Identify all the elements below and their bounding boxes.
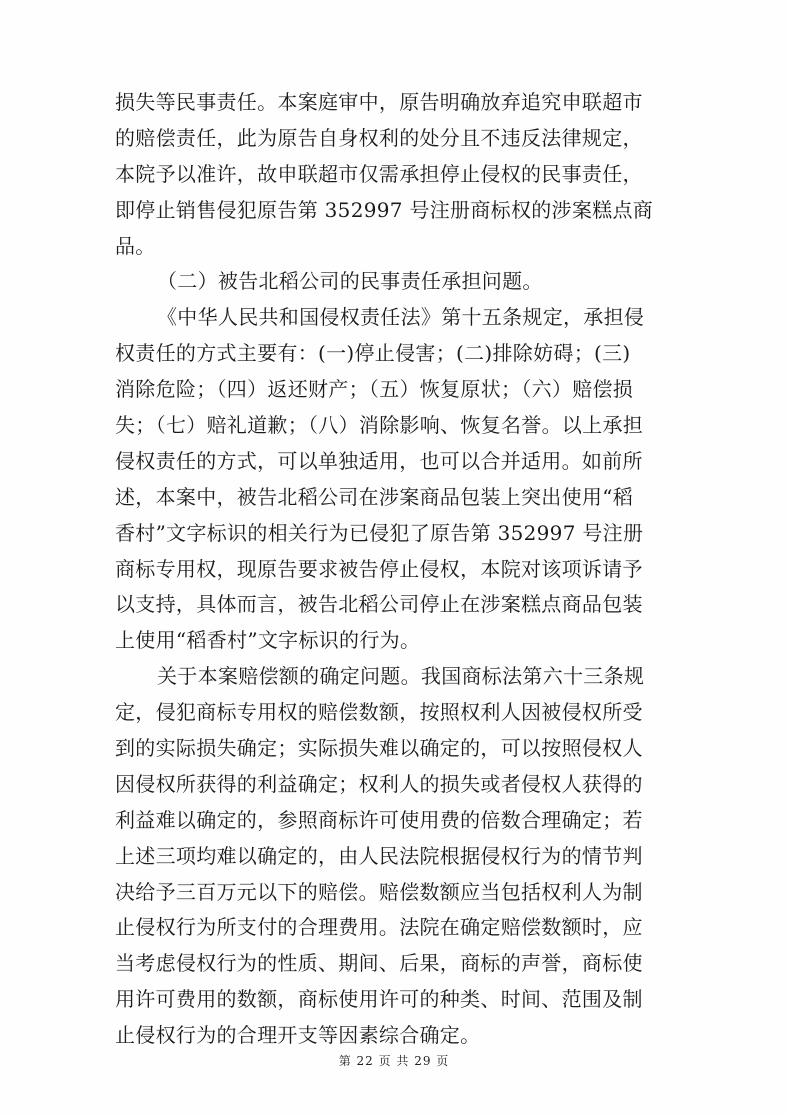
text-line: 到的实际损失确定；实际损失难以确定的，可以按照侵权人 bbox=[115, 736, 643, 761]
text-line: 本院予以准许，故申联超市仅需承担停止侵权的民事责任， bbox=[115, 161, 643, 186]
page-number: 第 22 页 共 29 页 bbox=[338, 1054, 450, 1068]
text-line: 述，本案中，被告北稻公司在涉案商品包装上突出使用“稻 bbox=[115, 484, 634, 509]
text-line: 损失等民事责任。本案庭审中，原告明确放弃追究申联超市 bbox=[115, 90, 643, 114]
text-line: 因侵权所获得的利益确定；权利人的损失或者侵权人获得的 bbox=[115, 771, 643, 796]
text-line: 定，侵犯商标专用权的赔偿数额，按照权利人因被侵权所受 bbox=[115, 700, 643, 725]
text-line: 当考虑侵权行为的性质、期间、后果，商标的声誉，商标使 bbox=[115, 951, 643, 976]
text-line: 止侵权行为的合理开支等因素综合确定。 bbox=[115, 1023, 481, 1048]
text-line: 上使用“稻香村”文字标识的行为。 bbox=[115, 628, 421, 653]
text-line: 上述三项均难以确定的，由人民法院根据侵权行为的情节判 bbox=[115, 843, 643, 868]
text-line: 香村”文字标识的相关行为已侵犯了原告第 352997 号注册 bbox=[115, 520, 644, 545]
section-heading: （二）被告北稻公司的民事责任承担问题。 bbox=[157, 269, 543, 294]
text-line: 决给予三百万元以下的赔偿。赔偿数额应当包括权利人为制 bbox=[115, 879, 643, 904]
text-line: 消除危险；（四）返还财产；（五）恢复原状；（六）赔偿损 bbox=[115, 377, 634, 402]
text-line: 利益难以确定的，参照商标许可使用费的倍数合理确定；若 bbox=[115, 807, 643, 832]
text-line: 商标专用权，现原告要求被告停止侵权，本院对该项诉请予 bbox=[115, 556, 643, 581]
paragraph-start-line: 《中华人民共和国侵权责任法》第十五条规定，承担侵 bbox=[157, 305, 645, 330]
text-line: 权责任的方式主要有：(一)停止侵害；(二)排除妨碍；(三) bbox=[115, 341, 631, 366]
text-line: 以支持，具体而言，被告北稻公司停止在涉案糕点商品包装 bbox=[115, 592, 643, 617]
text-line: 失；（七）赔礼道歉；（八）消除影响、恢复名誉。以上承担 bbox=[115, 413, 644, 438]
text-line: 品。 bbox=[115, 233, 156, 258]
text-line: 即停止销售侵犯原告第 352997 号注册商标权的涉案糕点商 bbox=[115, 197, 654, 222]
text-line: 侵权责任的方式，可以单独适用，也可以合并适用。如前所 bbox=[115, 448, 643, 473]
document-body bbox=[115, 85, 680, 1054]
text-line: 止侵权行为所支付的合理费用。法院在确定赔偿数额时，应 bbox=[115, 915, 643, 940]
paragraph-start-line: 关于本案赔偿额的确定问题。我国商标法第六十三条规 bbox=[157, 664, 645, 689]
text-line: 用许可费用的数额，商标使用许可的种类、时间、范围及制 bbox=[115, 987, 643, 1012]
text-line: 的赔偿责任，此为原告自身权利的处分且不违反法律规定， bbox=[115, 125, 643, 150]
